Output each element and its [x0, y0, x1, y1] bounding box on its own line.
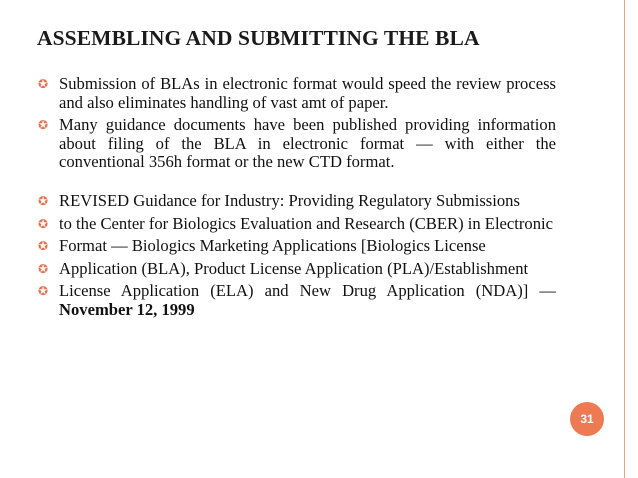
right-divider-line: [624, 0, 625, 478]
bullet-icon: ✪: [38, 261, 49, 276]
list-item: [38, 215, 556, 234]
list-item-text: REVISED Guidance for Industry: Providing Regulatory Submissions: [59, 190, 520, 210]
list-item-text: Many guidance documents have been published providing information about filing of the BLA in electronic format — with either the conventional 356h format or the new CTD format.: [59, 115, 556, 172]
slide-title: ASSEMBLING AND SUBMITTING THE BLA: [37, 26, 480, 50]
bullet-icon: ✪: [38, 216, 49, 231]
date-text: November 12, 1999: [59, 299, 195, 319]
bullet-list: [38, 75, 556, 324]
page-number-badge: 31: [570, 402, 604, 436]
list-item-text-main: License Application (ELA) and New Drug Application (NDA)] —: [59, 281, 556, 301]
bullet-icon: ✪: [38, 284, 49, 299]
list-item-text: Application (BLA), Product License Application (PLA)/Establishment: [59, 258, 529, 278]
list-item-text: Submission of BLAs in electronic format would speed the review process and also eliminates handling of vast amt of paper.: [59, 74, 556, 112]
list-item: [38, 237, 556, 256]
list-item-text: to the Center for Biologics Evaluation and Research (CBER) in Electronic: [59, 213, 553, 233]
list-item: [38, 282, 556, 319]
list-item-text: Format — Biologics Marketing Applications [Biologics License: [59, 236, 486, 256]
list-item-text: [59, 282, 556, 319]
bullet-icon: ✪: [38, 193, 49, 208]
list-item: [38, 260, 556, 279]
list-item: [38, 75, 556, 112]
bullet-icon: ✪: [38, 239, 49, 254]
list-item: [38, 192, 556, 211]
bullet-icon: ✪: [38, 118, 49, 133]
list-item: [38, 116, 556, 172]
bullet-icon: ✪: [38, 77, 49, 91]
